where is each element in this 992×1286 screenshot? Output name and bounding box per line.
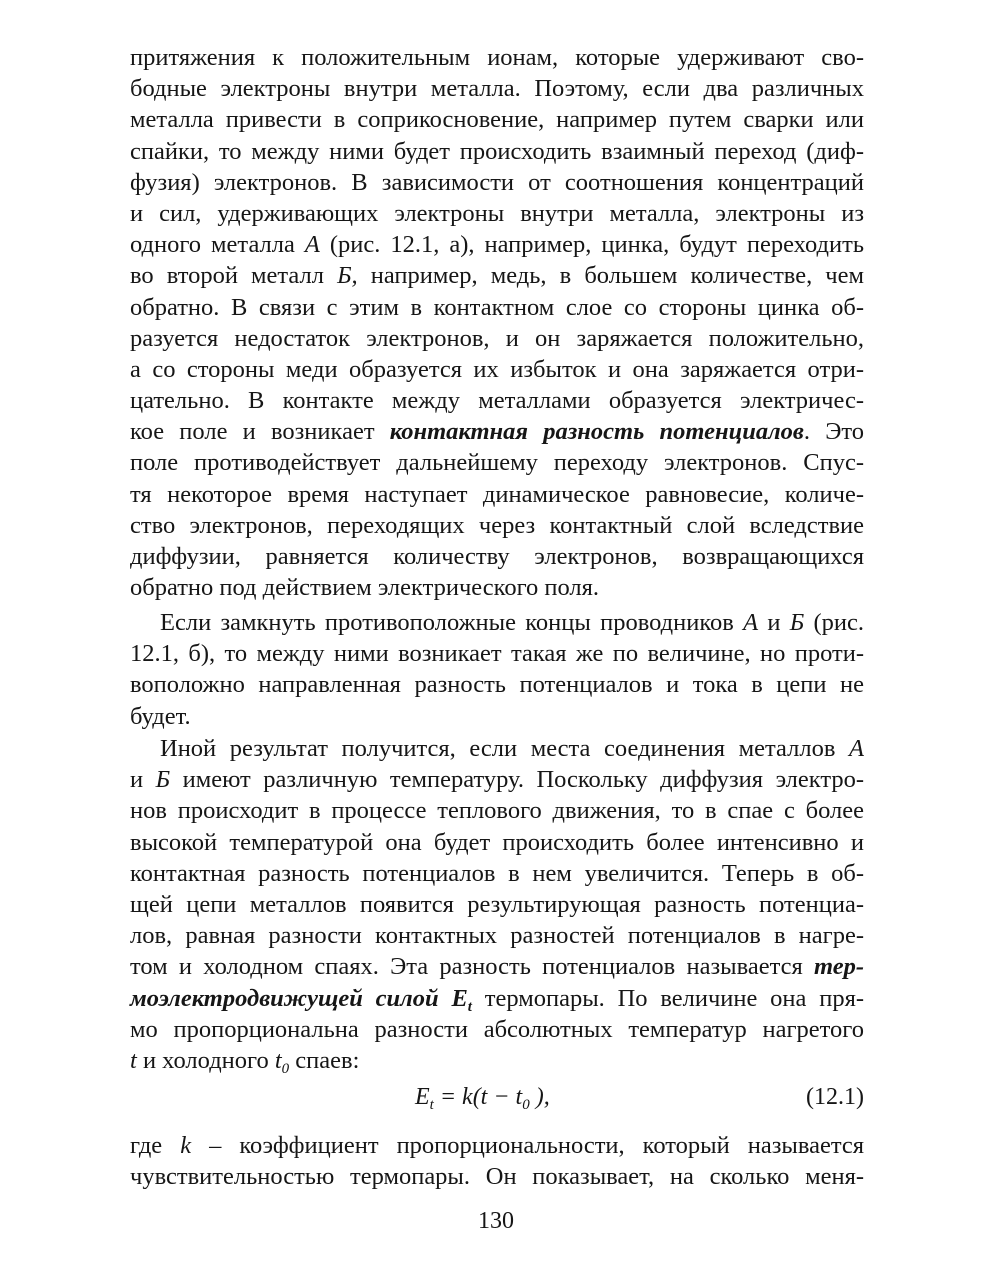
text-line: одного металла А (рис. 12.1, а), например, цинка, будут переходить	[130, 231, 864, 259]
text-line: обратно под действием электрического поля.	[130, 574, 600, 602]
equation-expression: $E_t = k(t - t_0$ ),	[415, 1084, 550, 1113]
text-line: кое поле и возникает контактная разность потенциалов. Это	[130, 418, 865, 446]
text-line: бодные электроны внутри металла. Поэтому, если два различных	[130, 75, 864, 103]
text-line: будет.	[130, 702, 191, 730]
emphasis-term: моэлектродвижущей силой	[130, 984, 452, 1012]
text-line: диффузии, равняется количеству электронов, возвращающихся	[130, 543, 864, 570]
text-line: чувствительностью термопары. Он показывает, на сколько меня-	[130, 1163, 864, 1191]
text-line: воположно направленная разность потенциалов и тока в цепи не	[130, 671, 864, 699]
paragraph-3	[130, 733, 864, 1076]
text-line: лов, равная разности контактных разностей потенциалов в нагре-	[130, 922, 864, 950]
text-line: обратно. В связи с этим в контактном слое со стороны цинка об-	[130, 293, 864, 321]
text-line: 12.1, б), то между ними возникает такая же по величине, но проти-	[130, 640, 864, 668]
text-line: фузия) электронов. В зависимости от соотношения концентраций	[130, 168, 864, 196]
text-line: во второй металл Б, например, медь, в большем количестве, чем	[130, 262, 864, 290]
text-line: контактная разность потенциалов в нем увеличится. Теперь в об-	[130, 859, 864, 887]
equation-number: (12.1)	[806, 1084, 864, 1110]
text-line: ство электронов, переходящих через контактный слой вследствие	[130, 511, 864, 539]
equation-12-1	[130, 1080, 864, 1120]
emphasis-term: тер-	[813, 953, 864, 981]
text-line: мо пропорциональна разности абсолютных температур нагретого	[130, 1015, 864, 1043]
text-line: поле противодействует дальнейшему переходу электронов. Спус-	[130, 449, 864, 477]
paragraph-4	[130, 1130, 864, 1192]
text-line: притяжения к положительным ионам, которые удерживают сво-	[130, 44, 864, 71]
text-line: металла привести в соприкосновение, например путем сварки или	[130, 106, 864, 134]
emphasis-term: контактная разность потенциалов	[389, 418, 804, 446]
text-line: спайки, то между ними будет происходить взаимный переход (диф-	[130, 137, 864, 165]
text-line: где k – коэффициент пропорциональности, который называется	[130, 1132, 864, 1159]
text-line: щей цепи металлов появится результирующая разность потенциа-	[130, 890, 864, 918]
text-line: разуется недостаток электронов, и он заряжается положительно,	[130, 324, 864, 352]
text-line: Иной результат получится, если места соединения металлов А	[160, 735, 864, 762]
text-line: моэлектродвижущей силой $E_t$ термопары. По величине она пря-	[130, 984, 864, 1015]
page-number: 130	[478, 1208, 514, 1234]
text-line: а со стороны меди образуется их избыток и она заряжается отри-	[130, 355, 864, 383]
text-line: и сил, удерживающих электроны внутри металла, электроны из	[130, 199, 864, 227]
text-line: том и холодном спаях. Эта разность потенциалов называется тер-	[130, 953, 864, 981]
text-line: нов происходит в процессе теплового движения, то в спае с более	[130, 797, 864, 825]
text-line: и Б имеют различную температуру. Поскольку диффузия электро-	[130, 766, 864, 794]
paragraph-2	[130, 607, 864, 732]
text-line: t и холодного $t_0$ спаев:	[130, 1046, 360, 1077]
text-line: тя некоторое время наступает динамическое равновесие, количе-	[130, 480, 864, 508]
text-line: цательно. В контакте между металлами образуется электричес-	[130, 387, 864, 415]
text-line: Если замкнуть противоположные концы проводников А и Б (рис.	[160, 609, 864, 636]
text-line: высокой температурой она будет происходить более интенсивно и	[130, 828, 864, 856]
paragraph-1	[130, 42, 864, 603]
